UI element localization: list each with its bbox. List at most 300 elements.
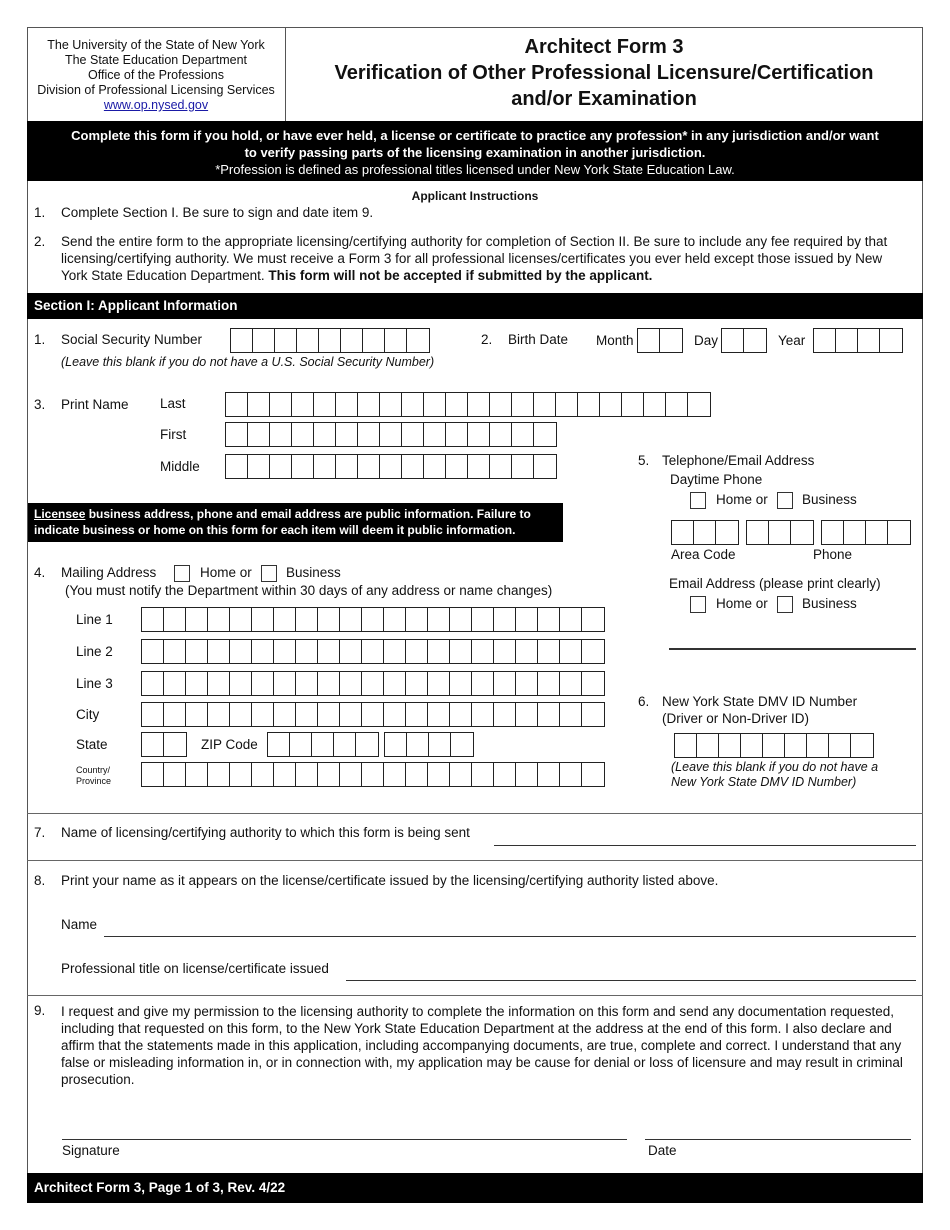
char-box[interactable] [538, 763, 560, 786]
char-box[interactable] [226, 393, 248, 416]
char-box[interactable] [296, 608, 318, 631]
char-box[interactable] [769, 521, 791, 544]
char-box[interactable] [208, 608, 230, 631]
ssn-input[interactable] [230, 328, 430, 353]
line3-label: Line 3 [76, 676, 113, 691]
instruction-banner [27, 121, 923, 181]
char-box[interactable] [186, 763, 208, 786]
char-box[interactable] [534, 393, 556, 416]
char-box[interactable] [385, 733, 407, 756]
middle-name-input[interactable] [225, 454, 557, 479]
char-box[interactable] [402, 423, 424, 446]
char-box[interactable] [164, 640, 186, 663]
middle-name-label: Middle [160, 459, 200, 474]
dmv-input[interactable] [674, 733, 874, 758]
name-label: Name [61, 917, 98, 932]
char-box[interactable] [560, 608, 582, 631]
agency-line: The State Education Department [64, 53, 248, 67]
birth-month-input[interactable] [637, 328, 683, 353]
char-box[interactable] [429, 733, 451, 756]
char-box[interactable] [384, 640, 406, 663]
country-label [76, 765, 111, 787]
address-line2-input[interactable] [141, 639, 605, 664]
char-box[interactable] [186, 640, 208, 663]
char-box[interactable] [494, 672, 516, 695]
char-box[interactable] [446, 423, 468, 446]
year-label: Year [778, 333, 806, 348]
char-box[interactable] [358, 393, 380, 416]
char-box[interactable] [296, 763, 318, 786]
char-box[interactable] [516, 703, 538, 726]
char-box[interactable] [468, 423, 490, 446]
agency-line: Office of the Professions [88, 68, 224, 82]
phone-label: Phone [813, 547, 853, 562]
char-box[interactable] [694, 521, 716, 544]
char-box[interactable] [208, 640, 230, 663]
date-input[interactable] [645, 1139, 911, 1140]
website-link[interactable]: www.op.nysed.gov [103, 98, 209, 112]
char-box[interactable] [384, 672, 406, 695]
char-box[interactable] [164, 763, 186, 786]
printname-label: Print your name as it appears on the license/certificate issued by the licensing/certifying authority listed above. [61, 873, 719, 888]
instructions-heading: Applicant Instructions [411, 189, 539, 203]
char-box[interactable] [428, 640, 450, 663]
char-box[interactable] [829, 734, 851, 757]
mailing-address-label: Mailing Address [61, 565, 157, 580]
char-box[interactable] [358, 455, 380, 478]
char-box[interactable] [340, 703, 362, 726]
char-box[interactable] [402, 393, 424, 416]
authority-label: Name of licensing/certifying authority to which this form is being sent [61, 825, 470, 840]
char-box[interactable] [785, 734, 807, 757]
title-line: Verification of Other Professional Licensure/Certification [334, 62, 874, 84]
section-header: Section I: Applicant Information [27, 293, 923, 319]
char-box[interactable] [275, 329, 297, 352]
last-name-input[interactable] [225, 392, 711, 417]
print-name-label: Print Name [61, 397, 129, 412]
char-box[interactable] [472, 763, 494, 786]
item-num: 1. [34, 332, 46, 347]
char-box[interactable] [253, 329, 275, 352]
char-box[interactable] [844, 521, 866, 544]
char-box[interactable] [380, 393, 402, 416]
zip4-input[interactable] [384, 732, 474, 757]
char-box[interactable] [450, 763, 472, 786]
char-box[interactable] [274, 763, 296, 786]
char-box[interactable] [556, 393, 578, 416]
char-box[interactable] [716, 521, 738, 544]
char-box[interactable] [582, 763, 604, 786]
item-num: 6. [638, 694, 650, 709]
banner-note: *Profession is defined as professional titles licensed under New York State Education Law. [215, 162, 735, 177]
char-box[interactable] [230, 608, 252, 631]
notice-text: indicate business or home on this form for each item will deem it public information. [34, 523, 516, 537]
char-box[interactable] [516, 640, 538, 663]
char-box[interactable] [446, 393, 468, 416]
char-box[interactable] [312, 733, 334, 756]
char-box[interactable] [252, 672, 274, 695]
char-box[interactable] [314, 423, 336, 446]
char-box[interactable] [747, 521, 769, 544]
zip-input[interactable] [267, 732, 379, 757]
area-code-input[interactable] [671, 520, 739, 545]
divider [27, 995, 923, 996]
mail-home-checkbox[interactable] [174, 565, 190, 582]
char-box[interactable] [362, 608, 384, 631]
char-box[interactable] [142, 608, 164, 631]
char-box[interactable] [362, 640, 384, 663]
char-box[interactable] [362, 703, 384, 726]
date-label: Date [648, 1143, 677, 1158]
char-box[interactable] [362, 763, 384, 786]
birth-year-input[interactable] [813, 328, 903, 353]
char-box[interactable] [164, 733, 186, 756]
char-box[interactable] [318, 672, 340, 695]
char-box[interactable] [340, 608, 362, 631]
char-box[interactable] [274, 672, 296, 695]
char-box[interactable] [538, 608, 560, 631]
char-box[interactable] [858, 329, 880, 352]
char-box[interactable] [406, 703, 428, 726]
email-label: Email Address (please print clearly) [669, 576, 881, 591]
dmv-note: New York State DMV ID Number) [671, 775, 857, 789]
char-box[interactable] [424, 423, 446, 446]
char-box[interactable] [340, 640, 362, 663]
char-box[interactable] [296, 640, 318, 663]
char-box[interactable] [450, 703, 472, 726]
char-box[interactable] [428, 672, 450, 695]
char-box[interactable] [406, 640, 428, 663]
char-box[interactable] [560, 672, 582, 695]
char-box[interactable] [274, 703, 296, 726]
char-box[interactable] [468, 393, 490, 416]
char-box[interactable] [142, 763, 164, 786]
address-line3-input[interactable] [141, 671, 605, 696]
char-box[interactable] [248, 393, 270, 416]
item-num: 2. [34, 234, 46, 249]
char-box[interactable] [600, 393, 622, 416]
professional-title-label: Professional title on license/certificate issued [61, 961, 329, 976]
char-box[interactable] [340, 763, 362, 786]
char-box[interactable] [538, 703, 560, 726]
signature-label: Signature [62, 1143, 120, 1158]
char-box[interactable] [356, 733, 378, 756]
char-box[interactable] [226, 423, 248, 446]
char-box[interactable] [142, 640, 164, 663]
char-box[interactable] [270, 455, 292, 478]
char-box[interactable] [290, 733, 312, 756]
char-box[interactable] [230, 763, 252, 786]
char-box[interactable] [186, 703, 208, 726]
city-input[interactable] [141, 702, 605, 727]
char-box[interactable] [384, 703, 406, 726]
line2-label: Line 2 [76, 644, 113, 659]
char-box[interactable] [362, 672, 384, 695]
char-box[interactable] [380, 423, 402, 446]
char-box[interactable] [697, 734, 719, 757]
char-box[interactable] [230, 672, 252, 695]
char-box[interactable] [451, 733, 473, 756]
char-box[interactable] [582, 672, 604, 695]
char-box[interactable] [407, 733, 429, 756]
char-box[interactable] [248, 423, 270, 446]
char-box[interactable] [644, 393, 666, 416]
divider [27, 813, 923, 814]
char-box[interactable] [490, 455, 512, 478]
char-box[interactable] [142, 703, 164, 726]
daytime-phone-label: Daytime Phone [670, 472, 763, 487]
authority-input[interactable] [494, 845, 916, 846]
char-box[interactable] [744, 329, 766, 352]
address-line1-input[interactable] [141, 607, 605, 632]
title-line: and/or Examination [511, 88, 697, 110]
char-box[interactable] [231, 329, 253, 352]
char-box[interactable] [336, 423, 358, 446]
first-name-input[interactable] [225, 422, 557, 447]
home-label: Home or [716, 596, 768, 611]
char-box[interactable] [164, 703, 186, 726]
char-box[interactable] [252, 763, 274, 786]
char-box[interactable] [164, 608, 186, 631]
item-num: 5. [638, 453, 650, 468]
char-box[interactable] [296, 703, 318, 726]
char-box[interactable] [248, 455, 270, 478]
char-box[interactable] [538, 640, 560, 663]
char-box[interactable] [340, 672, 362, 695]
char-box[interactable] [534, 423, 556, 446]
char-box[interactable] [472, 640, 494, 663]
char-box[interactable] [450, 640, 472, 663]
char-box[interactable] [672, 521, 694, 544]
title-line: Architect Form 3 [524, 36, 684, 58]
char-box[interactable] [516, 608, 538, 631]
char-box[interactable] [230, 640, 252, 663]
address-change-note: (You must notify the Department within 30 days of any address or name changes) [65, 583, 553, 598]
char-box[interactable] [314, 455, 336, 478]
char-box[interactable] [807, 734, 829, 757]
country-label-line: Country/ [76, 765, 111, 775]
char-box[interactable] [428, 703, 450, 726]
instruction-text: Send the entire form to the appropriate licensing/certifying authority for completion of Section II. Be sure to include any fee required by that licensing/certifying authority. We must receive a Form 3 for all professional licenses/certificates you ever held except those issued by New York State Education Department. [61, 234, 888, 283]
char-box[interactable] [406, 672, 428, 695]
day-label: Day [694, 333, 719, 348]
char-box[interactable] [512, 455, 534, 478]
email-home-checkbox[interactable] [690, 596, 706, 613]
business-label: Business [802, 492, 857, 507]
home-label: Home or [716, 492, 768, 507]
char-box[interactable] [208, 703, 230, 726]
char-box[interactable] [490, 393, 512, 416]
char-box[interactable] [516, 763, 538, 786]
char-box[interactable] [292, 423, 314, 446]
char-box[interactable] [450, 608, 472, 631]
char-box[interactable] [226, 455, 248, 478]
char-box[interactable] [472, 608, 494, 631]
char-box[interactable] [512, 423, 534, 446]
item-num: 8. [34, 873, 46, 888]
char-box[interactable] [660, 329, 682, 352]
char-box[interactable] [638, 329, 660, 352]
char-box[interactable] [274, 608, 296, 631]
area-code-label: Area Code [671, 547, 736, 562]
char-box[interactable] [560, 640, 582, 663]
char-box[interactable] [385, 329, 407, 352]
char-box[interactable] [318, 703, 340, 726]
consent-text: I request and give my permission to the licensing authority to complete the information on this form and send any documentation requested, including that requested on this form, to the New York State Education Department at the address at the end of this form. I also declare and affirm that the statements made in this application, including accompanying documents, are true, complete and correct. I understand that any false or misleading information in, or in connection with, my application may be cause for denial or loss of licensure and may result in criminal prosecution. [61, 1004, 903, 1087]
instruction-warning: This form will not be accepted if submitted by the applicant. [268, 268, 653, 283]
item-num: 4. [34, 565, 46, 580]
char-box[interactable] [268, 733, 290, 756]
char-box[interactable] [791, 521, 813, 544]
char-box[interactable] [763, 734, 785, 757]
business-label: Business [802, 596, 857, 611]
item-num: 3. [34, 397, 46, 412]
char-box[interactable] [270, 393, 292, 416]
char-box[interactable] [164, 672, 186, 695]
signature-input[interactable] [62, 1139, 627, 1140]
country-label-line: Province [76, 776, 112, 786]
phone-home-checkbox[interactable] [690, 492, 706, 509]
char-box[interactable] [384, 763, 406, 786]
char-box[interactable] [336, 393, 358, 416]
char-box[interactable] [666, 393, 688, 416]
char-box[interactable] [534, 455, 556, 478]
country-input[interactable] [141, 762, 605, 787]
char-box[interactable] [428, 763, 450, 786]
char-box[interactable] [494, 703, 516, 726]
char-box[interactable] [494, 763, 516, 786]
divider [27, 860, 923, 861]
char-box[interactable] [358, 423, 380, 446]
char-box[interactable] [512, 393, 534, 416]
char-box[interactable] [252, 608, 274, 631]
form-title [286, 34, 922, 112]
char-box[interactable] [582, 608, 604, 631]
char-box[interactable] [208, 763, 230, 786]
char-box[interactable] [516, 672, 538, 695]
char-box[interactable] [538, 672, 560, 695]
char-box[interactable] [851, 734, 873, 757]
char-box[interactable] [270, 423, 292, 446]
agency-line: The University of the State of New York [47, 38, 265, 52]
char-box[interactable] [560, 703, 582, 726]
char-box[interactable] [424, 455, 446, 478]
ssn-label: Social Security Number [61, 332, 203, 347]
professional-title-input[interactable] [346, 980, 916, 981]
char-box[interactable] [208, 672, 230, 695]
char-box[interactable] [292, 455, 314, 478]
char-box[interactable] [406, 763, 428, 786]
char-box[interactable] [836, 329, 858, 352]
page-footer: Architect Form 3, Page 1 of 3, Rev. 4/22 [27, 1173, 923, 1203]
mail-business-checkbox[interactable] [261, 565, 277, 582]
char-box[interactable] [363, 329, 385, 352]
char-box[interactable] [384, 608, 406, 631]
char-box[interactable] [274, 640, 296, 663]
birth-day-input[interactable] [721, 328, 767, 353]
char-box[interactable] [880, 329, 902, 352]
char-box[interactable] [142, 733, 164, 756]
char-box[interactable] [582, 640, 604, 663]
char-box[interactable] [318, 763, 340, 786]
public-info-notice [28, 503, 563, 542]
char-box[interactable] [424, 393, 446, 416]
char-box[interactable] [472, 703, 494, 726]
char-box[interactable] [866, 521, 888, 544]
char-box[interactable] [622, 393, 644, 416]
char-box[interactable] [450, 672, 472, 695]
first-name-label: First [160, 427, 187, 442]
char-box[interactable] [186, 672, 208, 695]
char-box[interactable] [297, 329, 319, 352]
char-box[interactable] [318, 640, 340, 663]
business-label: Business [286, 565, 341, 580]
char-box[interactable] [252, 703, 274, 726]
char-box[interactable] [318, 608, 340, 631]
char-box[interactable] [814, 329, 836, 352]
phone-line-input[interactable] [821, 520, 911, 545]
char-box[interactable] [494, 608, 516, 631]
char-box[interactable] [380, 455, 402, 478]
char-box[interactable] [336, 455, 358, 478]
char-box[interactable] [402, 455, 424, 478]
telephone-label: Telephone/Email Address [662, 453, 815, 468]
char-box[interactable] [446, 455, 468, 478]
phone-business-checkbox[interactable] [777, 492, 793, 509]
email-input[interactable] [669, 648, 916, 650]
char-box[interactable] [472, 672, 494, 695]
char-box[interactable] [468, 455, 490, 478]
char-box[interactable] [252, 640, 274, 663]
char-box[interactable] [230, 703, 252, 726]
char-box[interactable] [494, 640, 516, 663]
char-box[interactable] [334, 733, 356, 756]
char-box[interactable] [822, 521, 844, 544]
char-box[interactable] [719, 734, 741, 757]
instruction-text: Complete Section I. Be sure to sign and date item 9. [61, 205, 374, 220]
char-box[interactable] [296, 672, 318, 695]
state-input[interactable] [141, 732, 187, 757]
char-box[interactable] [406, 608, 428, 631]
char-box[interactable] [578, 393, 600, 416]
char-box[interactable] [292, 393, 314, 416]
phone-prefix-input[interactable] [746, 520, 814, 545]
char-box[interactable] [142, 672, 164, 695]
email-business-checkbox[interactable] [777, 596, 793, 613]
banner-line: Complete this form if you hold, or have ever held, a license or certificate to practice any profession* in any jurisdiction and/or want [71, 128, 879, 143]
char-box[interactable] [741, 734, 763, 757]
agency-line: Division of Professional Licensing Services [37, 83, 275, 97]
char-box[interactable] [688, 393, 710, 416]
char-box[interactable] [428, 608, 450, 631]
char-box[interactable] [675, 734, 697, 757]
license-name-input[interactable] [104, 936, 916, 937]
char-box[interactable] [314, 393, 336, 416]
char-box[interactable] [319, 329, 341, 352]
last-name-label: Last [160, 396, 186, 411]
char-box[interactable] [407, 329, 429, 352]
item-num: 7. [34, 825, 46, 840]
char-box[interactable] [888, 521, 910, 544]
char-box[interactable] [722, 329, 744, 352]
char-box[interactable] [490, 423, 512, 446]
char-box[interactable] [560, 763, 582, 786]
birth-date-label: Birth Date [508, 332, 569, 347]
state-label: State [76, 737, 108, 752]
char-box[interactable] [186, 608, 208, 631]
char-box[interactable] [582, 703, 604, 726]
char-box[interactable] [341, 329, 363, 352]
